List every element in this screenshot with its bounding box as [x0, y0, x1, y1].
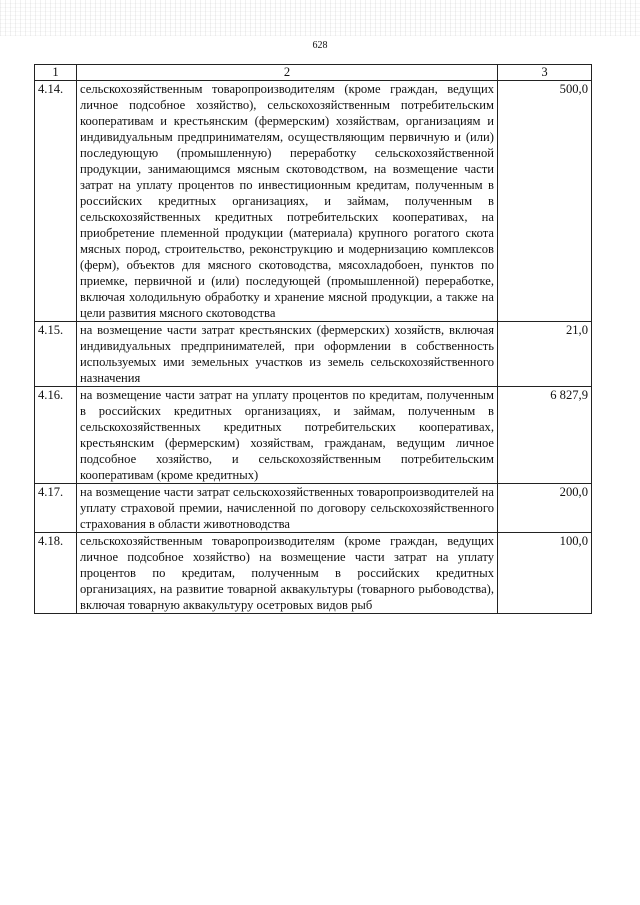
row-number: 4.18. — [35, 533, 77, 614]
row-text: на возмещение части затрат крестьянских (фермерских) хозяйств, включая индивидуальных предпринимателей, при оформлении в собственность используемых ими земельных участков из земель сельскохозяйственного назначения — [77, 322, 498, 387]
row-text: на возмещение части затрат сельскохозяйственных товаропроизводителей на уплату страховой премии, начисленной по договору сельскохозяйственного страхования в области животноводства — [77, 484, 498, 533]
row-number: 4.15. — [35, 322, 77, 387]
row-amount: 200,0 — [498, 484, 592, 533]
scan-noise — [0, 0, 640, 36]
row-amount: 500,0 — [498, 81, 592, 322]
column-header-3: 3 — [498, 65, 592, 81]
column-header-1: 1 — [35, 65, 77, 81]
row-text: сельскохозяйственным товаропроизводителям (кроме граждан, ведущих личное подсобное хозяйство), сельскохозяйственным потребительским кооперативам и крестьянским (фермерским) хозяйствам, организациям и индивидуальным предпринимателям, осуществляющим первичную и (или) последующую (промышленную) переработку сельскохозяйственной продукции, занимающимся мясным скотоводством, на возмещение части затрат на уплату процентов по инвестиционным кредитам, полученным в российских кредитных организациях, и займам, полученным в сельскохозяйственных кредитных потребительских кооперативах, на приобретение племенной продукции (материала) крупного рогатого скота мясных пород, строительство, реконструкцию и модернизацию комплексов (ферм), объектов для мясного скотоводства, мясохладобоен, пунктов по приемке, первичной и (или) последующей (промышленной) переработке, включая холодильную обработку и хранение мясной продукции, а также на цели развития мясного скотоводства — [77, 81, 498, 322]
table-row — [35, 81, 592, 322]
row-amount: 100,0 — [498, 533, 592, 614]
table-row — [35, 387, 592, 484]
row-text: сельскохозяйственным товаропроизводителям (кроме граждан, ведущих личное подсобное хозяйство) на возмещение части затрат на уплату процентов по кредитам, полученным в российских кредитных организациях, на развитие товарной аквакультуры (товарного рыбоводства), включая товарную аквакультуру осетровых видов рыб — [77, 533, 498, 614]
table-row — [35, 533, 592, 614]
page-number: 628 — [312, 40, 328, 51]
row-number: 4.14. — [35, 81, 77, 322]
table-row — [35, 484, 592, 533]
row-amount: 6 827,9 — [498, 387, 592, 484]
row-text: на возмещение части затрат на уплату процентов по кредитам, полученным в российских кредитных организациях, и займам, полученным в сельскохозяйственных кредитных потребительских кооперативах, крестьянским (фермерским) хозяйствам, гражданам, ведущим личное подсобное хозяйство, и сельскохозяйственным потребительским кооперативам (кроме кредитных) — [77, 387, 498, 484]
table-row — [35, 322, 592, 387]
column-header-2: 2 — [77, 65, 498, 81]
row-amount: 21,0 — [498, 322, 592, 387]
row-number: 4.16. — [35, 387, 77, 484]
row-number: 4.17. — [35, 484, 77, 533]
table-header-row — [35, 65, 592, 81]
budget-table — [34, 64, 592, 614]
